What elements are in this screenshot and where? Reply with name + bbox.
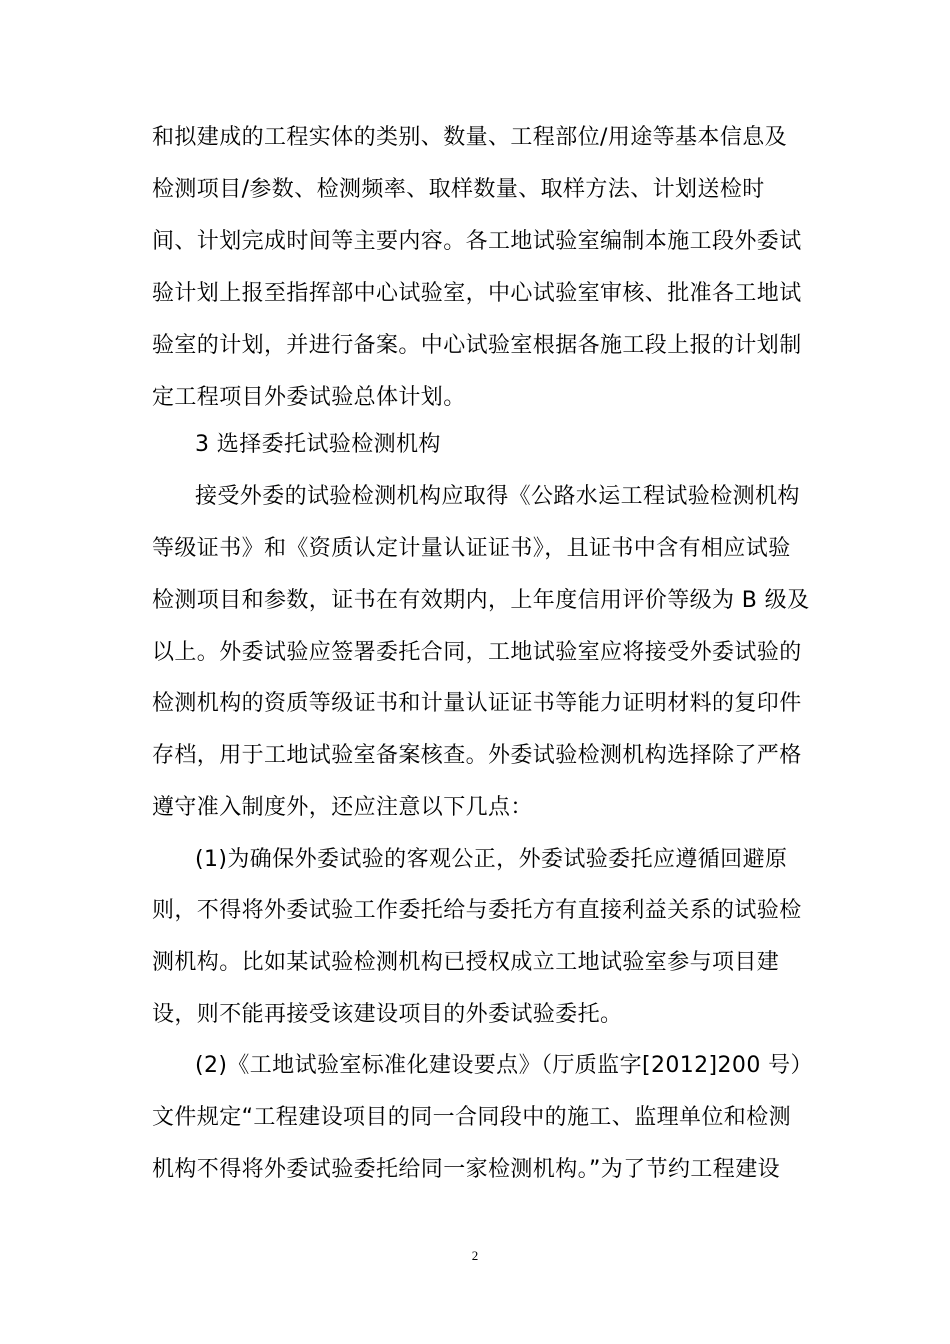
page-number: 2	[471, 1248, 479, 1263]
text-line: 以上。外委试验应签署委托合同，工地试验室应将接受外委试验的	[152, 640, 802, 665]
text-line: 间、计划完成时间等主要内容。各工地试验室编制本施工段外委试	[152, 229, 802, 254]
text-line: 遵守准入制度外，还应注意以下几点：	[152, 795, 533, 820]
text-line: (2)《工地试验室标准化建设要点》（厅质监字[2012]200 号）	[195, 1053, 813, 1078]
text-line: 存档，用于工地试验室备案核查。外委试验检测机构选择除了严格	[152, 743, 802, 768]
text-line: 检测机构的资质等级证书和计量认证证书等能力证明材料的复印件	[152, 691, 802, 716]
text-line: (1)为确保外委试验的客观公正，外委试验委托应遵循回避原	[195, 847, 788, 872]
text-line: 验计划上报至指挥部中心试验室，中心试验室审核、批准各工地试	[152, 281, 802, 306]
text-line: 测机构。比如某试验检测机构已授权成立工地试验室参与项目建	[152, 950, 780, 975]
text-line: 接受外委的试验检测机构应取得《公路水运工程试验检测机构	[195, 484, 800, 509]
section-heading: 3 选择委托试验检测机构	[195, 432, 441, 457]
text-line: 验室的计划，并进行备案。中心试验室根据各施工段上报的计划制	[152, 333, 802, 358]
text-line: 和拟建成的工程实体的类别、数量、工程部位/用途等基本信息及	[152, 125, 788, 150]
text-line: 检测项目/参数、检测频率、取样数量、取样方法、计划送检时	[152, 177, 765, 202]
text-line: 机构不得将外委试验委托给同一家检测机构。”为了节约工程建设	[152, 1157, 780, 1182]
text-line: 设，则不能再接受该建设项目的外委试验委托。	[152, 1002, 623, 1027]
text-line: 检测项目和参数，证书在有效期内，上年度信用评价等级为 B 级及	[152, 588, 810, 613]
text-line: 等级证书》和《资质认定计量认证证书》，且证书中含有相应试验	[152, 536, 791, 561]
text-line: 文件规定“工程建设项目的同一合同段中的施工、监理单位和检测	[152, 1105, 791, 1130]
text-line: 定工程项目外委试验总体计划。	[152, 385, 466, 410]
text-line: 则，不得将外委试验工作委托给与委托方有直接利益关系的试验检	[152, 898, 802, 923]
